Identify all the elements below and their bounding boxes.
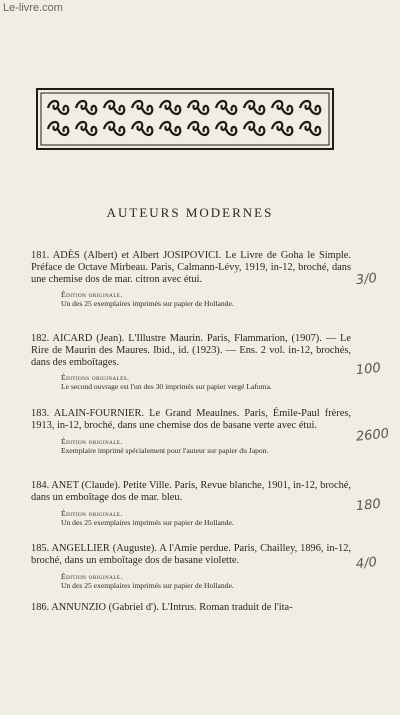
entry-note: Édition originale. Un des 25 exemplaires imprimés sur papier de Hollande. [61, 290, 234, 309]
price-annotation: 4/0 [355, 554, 378, 573]
entry-text: 184. ANET (Claude). Petite Ville. Paris, Revue blanche, 1901, in-12, broché, dans un emboîtage dos de mar. bleu. [31, 480, 351, 503]
entry-185 [31, 543, 351, 590]
entry-184 [31, 480, 351, 527]
fleuron-icon [300, 101, 320, 114]
fleuron-icon [188, 122, 208, 135]
fleuron-icon [216, 122, 236, 135]
price-annotation: 180 [355, 496, 382, 515]
entry-text: 182. AICARD (Jean). L'Illustre Maurin. Paris, Flammarion, (1907). — Le Rire de Maurin des Maures. Ibid., id. (1923). — Ens. 2 vol. in-12, brochés, dans des emboîtages. [31, 333, 351, 368]
entry-text: 181. ADÈS (Albert) et Albert JOSIPOVICI. Le Livre de Goha le Simple. Préface de Octave Mirbeau. Paris, Calmann-Lévy, 1919, in-12, broché, dans une chemise dos de mar. citron avec étui. [31, 250, 351, 285]
fleuron-icon [272, 101, 292, 114]
fleuron-icon [160, 101, 180, 114]
fleuron-icon [132, 122, 152, 135]
entry-text: 186. ANNUNZIO (Gabriel d'). L'Intrus. Roman traduit de l'ita- [31, 602, 293, 613]
fleuron-icon [76, 122, 96, 135]
fleuron-icon [188, 101, 208, 114]
fleuron-icon [244, 101, 264, 114]
ornamental-border-icon [36, 88, 334, 150]
fleuron-icon [104, 122, 124, 135]
fleuron-icon [132, 101, 152, 114]
entry-note: Édition originale. Un des 25 exemplaires imprimés sur papier de Hollande. [61, 571, 234, 590]
fleuron-icon [160, 122, 180, 135]
entry-181 [31, 250, 351, 308]
entry-note: Éditions originales. Le second ouvrage est l'un des 30 imprimés sur papier vergé Lafuma. [61, 373, 272, 392]
entry-182 [31, 333, 351, 391]
fleuron-icon [216, 101, 236, 114]
entry-note: Édition originale. Un des 25 exemplaires imprimés sur papier de Hollande. [61, 508, 234, 527]
fleuron-icon [244, 122, 264, 135]
entry-183 [31, 408, 351, 455]
fleuron-icon [76, 101, 96, 114]
watermark-text: Le-livre.com [3, 2, 63, 14]
fleuron-icon [48, 101, 68, 114]
entry-note: Édition originale. Exemplaire imprimé spécialement pour l'auteur sur papier du Japon. [61, 436, 269, 455]
entry-text: 183. ALAIN-FOURNIER. Le Grand Meaulnes. Paris, Émile-Paul frères, 1913, in-12, broché, dans une chemise dos de basane verte avec étui. [31, 408, 351, 431]
price-annotation: 100 [355, 360, 382, 379]
section-heading: AUTEURS MODERNES [106, 205, 274, 220]
fleuron-icon [300, 122, 320, 135]
fleuron-icon [104, 101, 124, 114]
fleuron-icon [272, 122, 292, 135]
price-annotation: 3/0 [355, 270, 378, 289]
fleuron-icon [48, 122, 68, 135]
price-annotation: 2600 [355, 426, 390, 445]
entry-186 [31, 602, 351, 614]
entry-text: 185. ANGELLIER (Auguste). A l'Amie perdue. Paris, Chailley, 1896, in-12, broché, dans un emboîtage dos de basane violette. [31, 543, 351, 566]
